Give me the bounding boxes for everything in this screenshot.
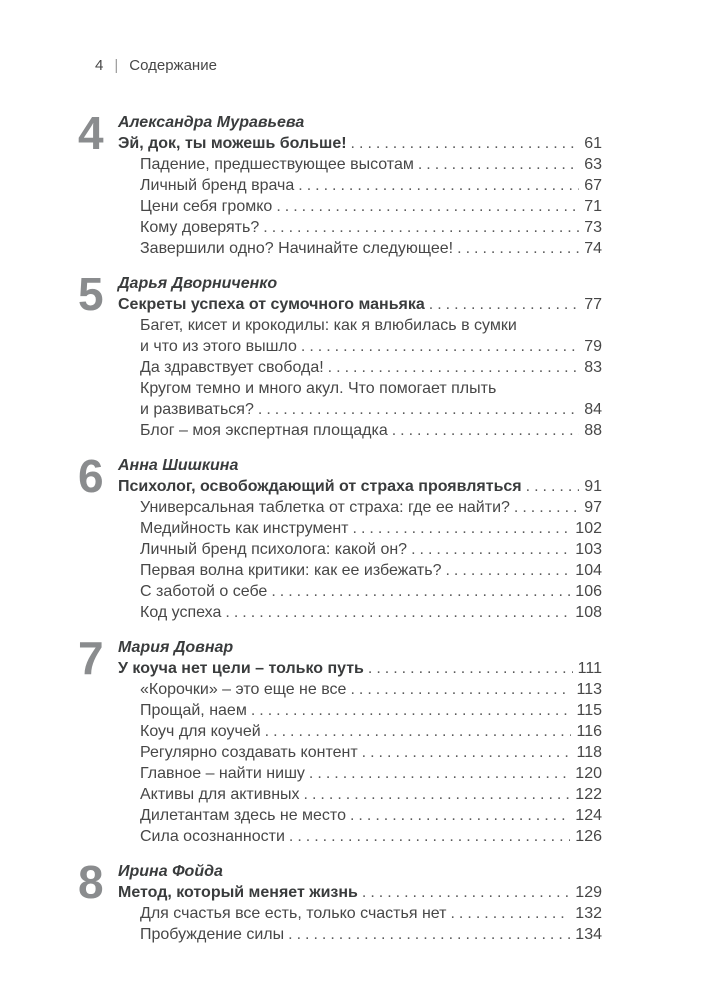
item-page-number: 106 [575,583,602,600]
dot-leader [271,581,570,602]
toc-item [118,154,602,175]
toc-item-line [140,175,602,196]
toc-item-line [140,826,602,847]
toc-item [118,784,602,805]
section-items [118,154,602,259]
item-page-number: 126 [575,828,602,845]
toc-section [78,450,602,623]
item-text: Цени себя громко [140,198,273,215]
item-page-number: 104 [575,562,602,579]
section-body [118,861,602,945]
item-page-number: 103 [575,541,602,558]
toc-item-line [140,742,602,763]
toc-item [118,826,602,847]
section-title: Психолог, освобождающий от страха проявляться [118,478,522,495]
section-title: Эй, док, ты можешь больше! [118,135,347,152]
toc-item-line [140,336,602,357]
section-page-number: 77 [584,296,602,313]
toc-item-line [140,315,602,336]
item-page-number: 67 [584,177,602,194]
dot-leader [392,420,579,441]
toc-item-line [140,602,602,623]
item-text: Код успеха [140,604,222,621]
section-page-number: 91 [584,478,602,495]
item-page-number: 84 [584,401,602,418]
section-items [118,679,602,847]
toc-item-line [140,357,602,378]
dot-leader [328,357,580,378]
dot-leader [362,882,570,903]
item-text: Медийность как инструмент [140,520,349,537]
item-page-number: 63 [584,156,602,173]
dot-leader [265,721,572,742]
toc-item-line [140,721,602,742]
section-title-line [118,294,602,315]
section-items [118,903,602,945]
dot-leader [445,560,570,581]
section-number: 4 [78,107,103,159]
toc-item [118,497,602,518]
section-author: Дарья Дворниченко [118,275,278,292]
item-page-number: 134 [575,926,602,943]
toc-item [118,679,602,700]
dot-leader [457,238,579,259]
section-number: 8 [78,856,103,908]
item-text: Прощай, наем [140,702,247,719]
toc-item-line [140,924,602,945]
toc-item [118,315,602,357]
item-page-number: 79 [584,338,602,355]
toc-item [118,378,602,420]
item-page-number: 132 [575,905,602,922]
dot-leader [353,518,571,539]
section-page-number: 61 [584,135,602,152]
dot-leader [514,497,579,518]
section-title: У коуча нет цели – только путь [118,660,364,677]
dot-leader [258,399,579,420]
section-author: Александра Муравьева [118,114,305,131]
section-title-line [118,133,602,154]
toc-section [78,856,602,945]
toc-item [118,805,602,826]
dot-leader [351,133,580,154]
item-page-number: 97 [584,499,602,516]
toc-item [118,175,602,196]
section-title: Метод, который меняет жизнь [118,884,358,901]
item-text: Кругом темно и много акул. Что помогает плыть [140,380,497,397]
item-text: Пробуждение силы [140,926,285,943]
toc-item-line [140,763,602,784]
toc-item-line [140,903,602,924]
item-text: Коуч для коучей [140,723,261,740]
dot-leader [251,700,572,721]
toc-item [118,518,602,539]
section-title-line [118,658,602,679]
section-author: Анна Шишкина [118,457,239,474]
item-page-number: 71 [584,198,602,215]
dot-leader [301,336,579,357]
toc-section [78,632,602,847]
section-number: 5 [78,268,103,320]
toc-item [118,357,602,378]
dot-leader [368,658,573,679]
item-text: Личный бренд врача [140,177,295,194]
item-text: Багет, кисет и крокодилы: как я влюбилась в сумки [140,317,517,334]
header-page-number: 4 [95,57,104,74]
toc-item [118,924,602,945]
section-body [118,455,602,623]
item-text: Для счастья все есть, только счастья нет [140,905,447,922]
item-text: Да здравствует свобода! [140,359,324,376]
item-text: Сила осознанности [140,828,285,845]
toc-item-line [140,238,602,259]
section-body [118,112,602,259]
toc-item-line [140,196,602,217]
dot-leader [225,602,570,623]
item-page-number: 83 [584,359,602,376]
toc-item [118,602,602,623]
toc-item-line [140,679,602,700]
section-author: Ирина Фойда [118,863,223,880]
item-page-number: 122 [575,786,602,803]
toc-sections [78,107,602,945]
header-separator: | [114,57,119,74]
toc-item-line [140,420,602,441]
item-text: Личный бренд психолога: какой он? [140,541,408,558]
dot-leader [362,742,572,763]
toc-section [78,107,602,259]
toc-item-line [140,378,602,399]
toc-item [118,581,602,602]
toc-item [118,700,602,721]
section-page-number: 129 [575,884,602,901]
item-text: С заботой о себе [140,583,268,600]
toc-item-line [140,560,602,581]
section-number: 7 [78,632,103,684]
section-author: Мария Довнар [118,639,234,656]
section-body [118,273,602,441]
dot-leader [298,175,579,196]
item-text: «Корочки» – это еще не все [140,681,347,698]
toc-item [118,420,602,441]
section-number: 6 [78,450,103,502]
toc-item-line [140,784,602,805]
item-page-number: 120 [575,765,602,782]
dot-leader [288,924,570,945]
toc-item [118,903,602,924]
toc-item-line [140,217,602,238]
item-page-number: 102 [575,520,602,537]
section-page-number: 111 [577,660,602,677]
item-page-number: 113 [576,681,602,698]
toc-item [118,539,602,560]
item-text: Регулярно создавать контент [140,744,358,761]
dot-leader [411,539,570,560]
item-page-number: 124 [575,807,602,824]
item-text: Главное – найти нишу [140,765,305,782]
toc-item [118,238,602,259]
header-title: Содержание [129,57,217,74]
toc-item-line [140,399,602,420]
dot-leader [418,154,579,175]
dot-leader [526,476,580,497]
item-page-number: 115 [576,702,602,719]
item-text: Активы для активных [140,786,300,803]
toc-item-line [140,518,602,539]
item-text: Первая волна критики: как ее избежать? [140,562,442,579]
item-text: и что из этого вышло [140,338,297,355]
section-title-line [118,476,602,497]
item-text: Падение, предшествующее высотам [140,156,414,173]
item-text: Завершили одно? Начинайте следующее! [140,240,454,257]
dot-leader [309,763,570,784]
section-body [118,637,602,847]
dot-leader [429,294,579,315]
toc-section [78,268,602,441]
section-title-line [118,882,602,903]
section-items [118,497,602,623]
dot-leader [304,784,571,805]
section-title: Секреты успеха от сумочного маньяка [118,296,425,313]
dot-leader [350,679,571,700]
toc-item [118,560,602,581]
item-text: Кому доверять? [140,219,260,236]
dot-leader [263,217,579,238]
toc-item-line [140,539,602,560]
dot-leader [350,805,570,826]
item-page-number: 116 [576,723,602,740]
toc-item [118,721,602,742]
toc-item-line [140,700,602,721]
dot-leader [289,826,570,847]
item-page-number: 118 [576,744,602,761]
toc-item-line [140,497,602,518]
item-page-number: 74 [584,240,602,257]
toc-item-line [140,154,602,175]
item-text: Блог – моя экспертная площадка [140,422,388,439]
dot-leader [450,903,570,924]
toc-item [118,217,602,238]
toc-item [118,196,602,217]
item-text: и развиваться? [140,401,254,418]
toc-item-line [140,581,602,602]
item-text: Дилетантам здесь не место [140,807,346,824]
item-page-number: 73 [584,219,602,236]
item-text: Универсальная таблетка от страха: где ее найти? [140,499,510,516]
section-items [118,315,602,441]
item-page-number: 108 [575,604,602,621]
toc-item [118,763,602,784]
toc-item-line [140,805,602,826]
page-header [78,56,602,76]
toc-item [118,742,602,763]
item-page-number: 88 [584,422,602,439]
dot-leader [276,196,579,217]
